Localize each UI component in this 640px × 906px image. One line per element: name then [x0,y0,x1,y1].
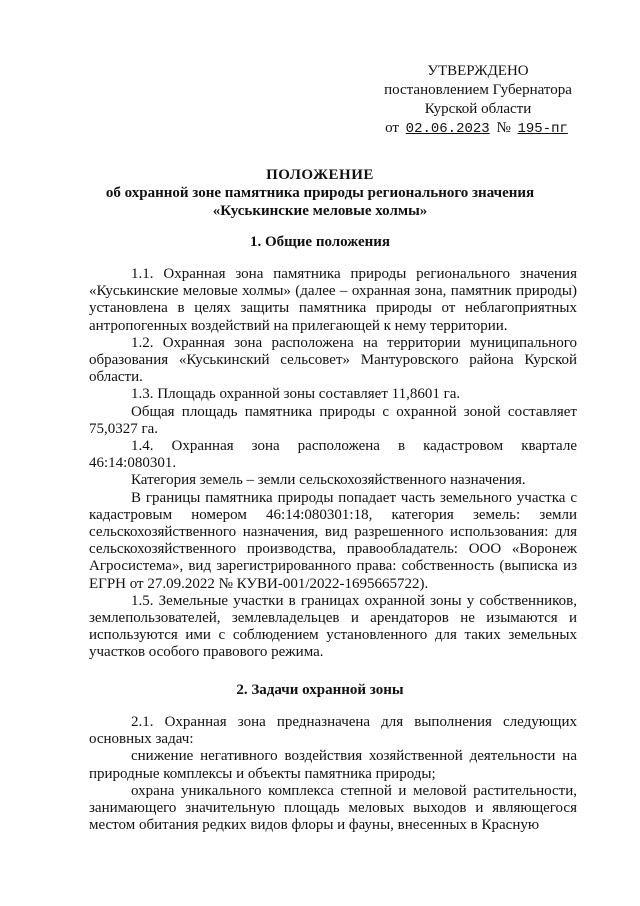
document-title [0,166,640,220]
approval-line-2: Курской области [424,101,532,117]
approval-title: УТВЕРЖДЕНО [427,63,529,79]
paragraph: снижение негативного воздействия хозяйственной деятельности на природные комплексы и объекты памятника природы; [89,748,577,782]
number-sign: № [496,120,511,136]
paragraph: 2.1. Охранная зона предназначена для выполнения следующих основных задач: [89,714,577,748]
approval-number: 195-пг [517,121,568,137]
paragraph: Общая площадь памятника природы с охранной зоной составляет 75,0327 га. [89,403,577,437]
paragraph: 1.2. Охранная зона расположена на территории муниципального образования «Куськинский сельсовет» Мантуровского района Курской области. [89,334,577,386]
section-2-heading: 2. Задачи охранной зоны [236,682,404,698]
approval-line-1: постановлением Губернатора [384,82,572,98]
paragraph: 1.4. Охранная зона расположена в кадастровом квартале 46:14:080301. [89,438,577,472]
date-prefix: от [385,120,399,136]
section-1-body [89,266,577,662]
section-2-body [89,714,577,834]
title-line-2: об охранной зоне памятника природы регионального значения [105,185,535,201]
title-line-3: «Куськинские меловые холмы» [212,203,428,219]
paragraph: Категория земель – земли сельскохозяйственного назначения. [131,472,526,489]
paragraph: 1.1. Охранная зона памятника природы регионального значения «Куськинские меловые холмы» (далее – охранная зона, памятник природы) установлена в целях защиты памятника природы от неблагоприятных антропогенных воздействий на прилегающей к нему территории. [89,266,577,334]
approval-date-line [378,119,578,139]
paragraph: охрана уникального комплекса степной и меловой растительности, занимающего значительную площадь меловых выходов и являющегося местом обитания редких видов флоры и фауны, внесенных в Красную [89,782,577,834]
title-main: ПОЛОЖЕНИЕ [266,167,374,183]
approval-date: 02.06.2023 [405,121,490,137]
paragraph: В границы памятника природы попадает часть земельного участка с кадастровым номером 46:14:080301:18, категория земель: земли сельскохозяйственного назначения, вид разрешенного использования: для сельскохозяйственного производства, правообладатель: ООО «Воронеж Агросистема», вид зарегистрированного права: собственность (выписка из ЕГРН от 27.09.2022 № КУВИ-001/2022-1695665722). [89,489,577,592]
paragraph: 1.3. Площадь охранной зоны составляет 11,8601 га. [131,386,461,403]
paragraph: 1.5. Земельные участки в границах охранной зоны у собственников, землепользователей, землевладельцев и арендаторов не изымаются и используются ими с соблюдением установленного для таких земельных участков особого правового режима. [89,592,577,661]
approval-stamp [378,62,578,139]
section-1-heading: 1. Общие положения [249,234,391,250]
